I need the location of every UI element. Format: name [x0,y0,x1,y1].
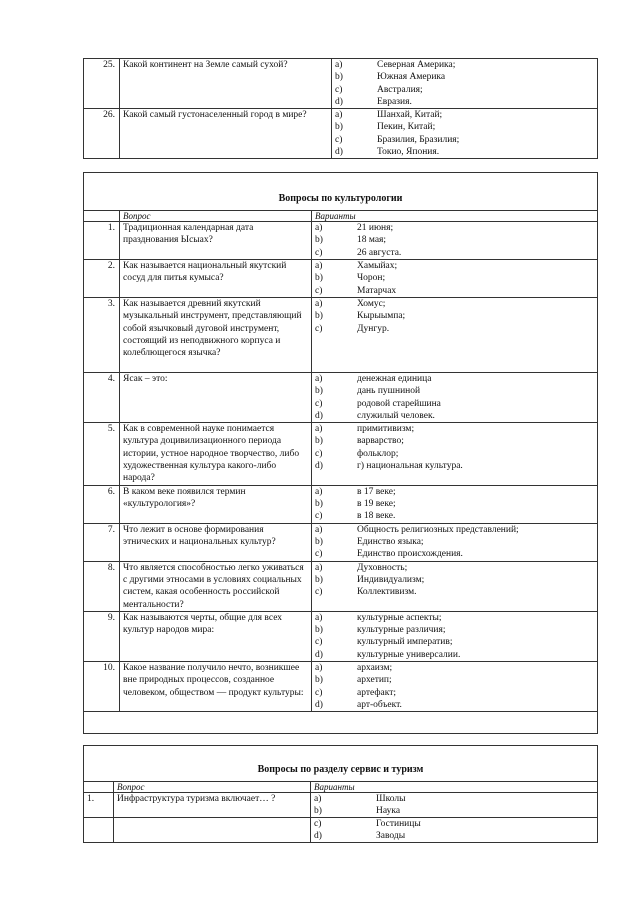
option-text: арт-объект. [357,699,402,710]
option-text: Заводы [376,830,406,841]
table-row [84,662,598,712]
option-text: Гостиницы [376,818,421,829]
question-number: 1. [84,222,120,260]
option-letter: a) [315,374,323,384]
table-row [84,222,598,260]
answer-options [312,561,598,611]
option-letter: a) [315,663,323,674]
option-letter: c) [315,549,323,560]
option-letter: b) [315,311,323,322]
header-options: Варианты [312,211,598,222]
question-text: Инфраструктура туризма включает… ? [114,793,311,843]
section-title: Вопросы по разделу сервис и туризм [257,764,424,775]
question-text: Ясак – это: [120,373,312,423]
answer-options [312,485,598,523]
question-number: 7. [84,523,120,561]
answer-options [332,59,598,109]
option-letter: b) [315,436,323,447]
option-text: артефакт; [357,687,396,698]
table-row [84,373,598,423]
option-text: Наука [376,806,401,817]
question-text: Как называется древний якутский музыкальный инструмент, представляющий собой язычковый дуговой инструмент, состоящий из неподвижного корпуса и колеблющегося язычка? [120,298,312,373]
header-question: Вопрос [114,782,311,793]
option-letter: c) [315,448,323,459]
question-number: 26. [84,109,120,159]
option-text: культурные различия; [357,625,446,636]
tourism-questions [83,781,598,843]
question-number: 3. [84,298,120,373]
option-letter: c) [335,84,343,95]
option-text: Токио, Япония. [377,147,440,158]
header-options: Варианты [311,782,598,793]
option-letter: b) [315,273,323,284]
answer-options [312,260,598,298]
option-text: Южная Америка [377,72,446,83]
option-letter: a) [335,110,343,121]
table-row [84,109,598,159]
geography-table [83,58,598,159]
option-text: 18 мая; [357,235,387,246]
option-letter: d) [335,147,343,158]
option-text: Индивидуализм; [357,574,425,585]
table-header [84,782,598,793]
option-letter: a) [315,299,323,309]
option-text: варварство; [357,436,404,447]
option-letter: a) [315,524,323,535]
option-text: Шанхай, Китай; [377,110,443,121]
answer-options [312,611,598,661]
answer-options [312,423,598,485]
option-letter: c) [315,323,323,334]
option-letter: a) [314,794,322,804]
answer-options [312,523,598,561]
geography-questions [83,58,598,159]
question-number: 10. [84,662,120,712]
option-text: архаизм; [357,663,393,674]
option-text: Кырыымпа; [357,311,406,322]
option-text: в 17 веке; [357,486,396,497]
option-letter: c) [315,511,323,522]
table-row [84,485,598,523]
culture-questions [83,210,598,712]
option-text: дань пушниной [357,386,421,397]
question-number: 5. [84,423,120,485]
answer-options [312,662,598,712]
option-text: Евразия. [377,96,412,107]
option-text: Бразилия, Бразилия; [377,134,460,145]
option-letter: b) [315,235,323,246]
table-row [84,59,598,109]
option-letter: d) [315,410,323,421]
table-row [84,298,598,373]
option-text: культурный императив; [357,637,453,648]
option-text: Матарчах [357,285,397,296]
option-text: Австралия; [377,84,423,95]
question-text: Какое название получило нечто, возникшее вне природных процессов, созданное человеком, обществом — продукт культуры: [120,662,312,712]
question-number: 8. [84,561,120,611]
option-text: служилый человек. [357,410,435,421]
option-letter: b) [314,806,322,817]
option-text: в 19 веке; [357,498,396,509]
header-question: Вопрос [120,211,312,222]
option-text: г) национальная культура. [357,461,463,472]
table-row [84,523,598,561]
tourism-section [83,745,598,841]
option-text: фольклор; [357,448,399,459]
table-row [84,561,598,611]
answer-options [332,109,598,159]
option-letter: a) [315,612,323,623]
option-letter: a) [315,424,323,435]
option-letter: c) [315,687,323,698]
answer-options [312,222,598,260]
table-header [84,211,598,222]
option-text: Духовность; [357,562,408,573]
question-text: Что лежит в основе формирования этнических и национальных культур? [120,523,312,561]
question-number: 6. [84,485,120,523]
option-letter: c) [314,818,322,829]
option-letter: c) [315,247,323,258]
question-number: 9. [84,611,120,661]
option-letter: b) [315,386,323,397]
header-empty [84,782,114,793]
option-text: Общность религиозных представлений; [357,524,519,535]
question-number: 25. [84,59,120,109]
option-letter: b) [315,536,323,547]
option-text: Хомус; [357,299,386,309]
option-letter: b) [315,675,323,686]
table-row [84,423,598,485]
culture-section [83,172,598,734]
table-row [84,611,598,661]
question-text: Как в современной науке понимается культура доцивилизационного периода истории, устное народное творчество, либо художественная культура какого-либо народа? [120,423,312,485]
option-letter: a) [335,60,343,70]
option-text: Хамыйах; [357,261,398,271]
table-row [84,260,598,298]
option-text: примитивизм; [357,424,415,435]
option-text: в 18 веке. [357,511,396,522]
option-letter: d) [315,461,323,472]
option-letter: b) [335,122,343,133]
option-letter: d) [315,649,323,660]
option-text: родовой старейшина [357,398,441,409]
question-text: В каком веке появился термин «культурология»? [120,485,312,523]
option-text: Северная Америка; [377,60,456,70]
option-text: Единство языка; [357,536,424,547]
option-letter: c) [315,285,323,296]
option-letter: a) [315,261,323,271]
option-text: Единство происхождения. [357,549,463,560]
option-letter: d) [315,699,323,710]
question-text: Как называется национальный якутский сосуд для питья кумыса? [120,260,312,298]
option-text: Школы [376,794,406,804]
option-letter: b) [315,498,323,509]
answer-options [312,298,598,373]
option-letter: b) [315,574,323,585]
question-number: 2. [84,260,120,298]
option-text: Пекин, Китай; [377,122,436,133]
option-text: денежная единица [357,374,432,384]
option-letter: b) [315,625,323,636]
option-letter: a) [315,486,323,497]
option-text: 26 августа. [357,247,402,258]
question-text: Какой самый густонаселенный город в мире? [120,109,332,159]
answer-options [311,793,598,843]
option-text: культурные аспекты; [357,612,442,623]
answer-options [312,373,598,423]
option-letter: c) [315,587,323,598]
option-text: архетип; [357,675,392,686]
section-title: Вопросы по культурологии [278,193,403,204]
option-letter: c) [335,134,343,145]
option-letter: d) [314,830,322,841]
question-number: 1. [84,793,114,843]
option-letter: b) [335,72,343,83]
option-letter: d) [335,96,343,107]
option-letter: c) [315,637,323,648]
header-empty [84,211,120,222]
option-text: Коллективизм. [357,587,417,598]
question-number: 4. [84,373,120,423]
option-letter: a) [315,223,323,233]
option-text: культурные универсалии. [357,649,461,660]
question-text: Что является способностью легко уживаться с другими этносами в условиях социальных систем, какая особенность российской ментальности? [120,561,312,611]
option-letter: c) [315,398,323,409]
question-text: Как называются черты, общие для всех культур народов мира: [120,611,312,661]
option-text: 21 июня; [357,223,394,233]
question-text: Традиционная календарная дата празднования Ысыах? [120,222,312,260]
option-letter: a) [315,562,323,573]
question-text: Какой континент на Земле самый сухой? [120,59,332,109]
option-text: Дунгур. [357,323,390,334]
option-text: Чорон; [357,273,386,284]
table-row [84,793,598,843]
